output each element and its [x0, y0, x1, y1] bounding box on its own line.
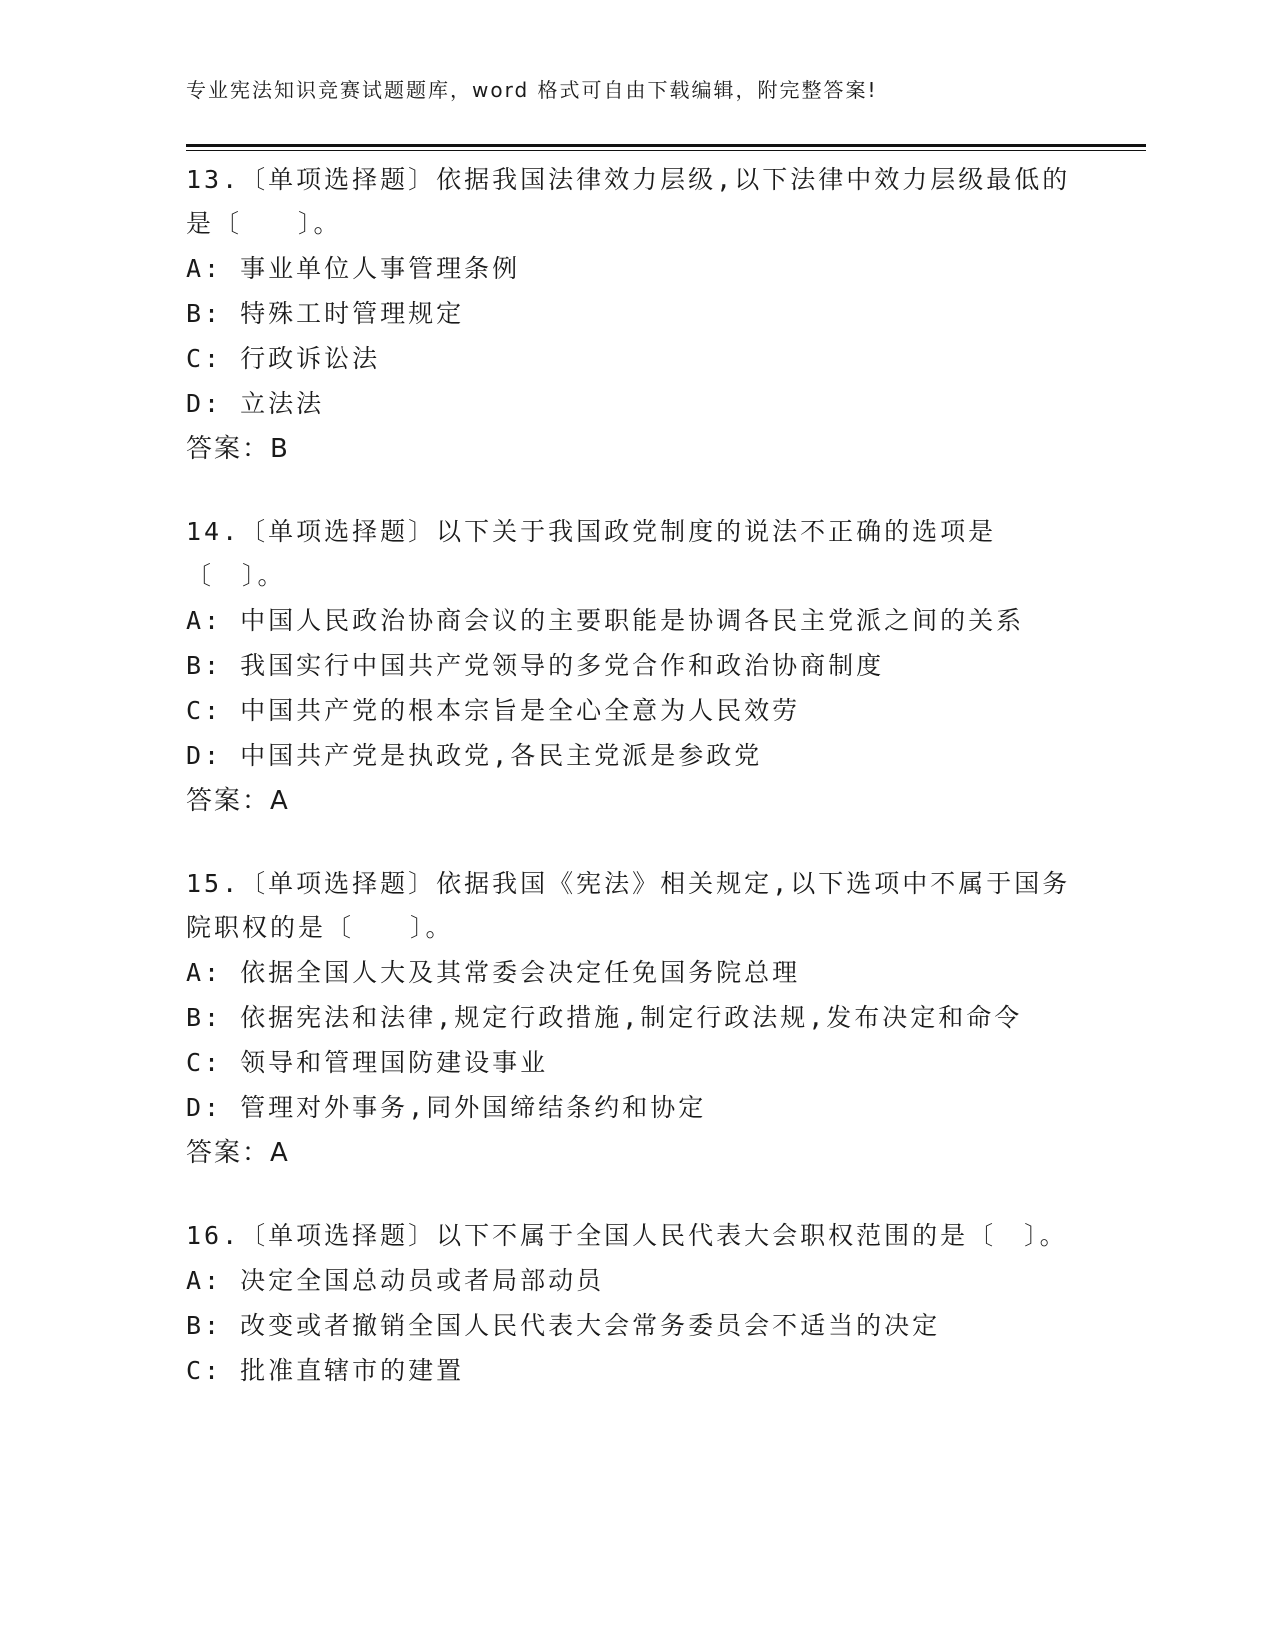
option-c: C: 领导和管理国防建设事业	[186, 1048, 549, 1077]
header-rule-thick	[186, 144, 1146, 147]
option-c: C: 行政诉讼法	[186, 344, 381, 373]
answer: 答案：A	[186, 1138, 290, 1168]
question-15	[186, 862, 1076, 1176]
option-a: A: 依据全国人大及其常委会决定任免国务院总理	[186, 958, 801, 987]
question-stem: 14.〔单项选择题〕以下关于我国政党制度的说法不正确的选项是〔 〕。	[186, 517, 997, 590]
question-13	[186, 158, 1076, 472]
option-a: A: 事业单位人事管理条例	[186, 254, 521, 283]
option-b: B: 依据宪法和法律,规定行政措施,制定行政法规,发布决定和命令	[186, 1003, 1023, 1032]
question-list	[186, 158, 1076, 1431]
question-stem: 16.〔单项选择题〕以下不属于全国人民代表大会职权范围的是〔 〕。	[186, 1221, 1068, 1250]
option-b: B: 我国实行中国共产党领导的多党合作和政治协商制度	[186, 651, 885, 680]
option-a: A: 决定全国总动员或者局部动员	[186, 1266, 605, 1295]
question-16	[186, 1214, 1076, 1393]
header-rule-thin	[186, 150, 1146, 151]
option-b: B: 特殊工时管理规定	[186, 299, 465, 328]
option-c: C: 中国共产党的根本宗旨是全心全意为人民效劳	[186, 696, 801, 725]
page-header: 专业宪法知识竞赛试题题库，word 格式可自由下载编辑，附完整答案!	[186, 78, 878, 102]
question-stem: 13.〔单项选择题〕依据我国法律效力层级,以下法律中效力层级最低的是〔 〕。	[186, 165, 1071, 238]
option-c: C: 批准直辖市的建置	[186, 1356, 465, 1385]
question-14	[186, 510, 1076, 824]
option-a: A: 中国人民政治协商会议的主要职能是协调各民主党派之间的关系	[186, 606, 1025, 635]
option-d: D: 中国共产党是执政党,各民主党派是参政党	[186, 741, 763, 770]
option-b: B: 改变或者撤销全国人民代表大会常务委员会不适当的决定	[186, 1311, 941, 1340]
option-d: D: 管理对外事务,同外国缔结条约和协定	[186, 1093, 707, 1122]
answer: 答案：A	[186, 786, 290, 816]
answer: 答案：B	[186, 434, 290, 464]
option-d: D: 立法法	[186, 389, 325, 418]
question-stem: 15.〔单项选择题〕依据我国《宪法》相关规定,以下选项中不属于国务院职权的是〔 〕。	[186, 869, 1071, 942]
